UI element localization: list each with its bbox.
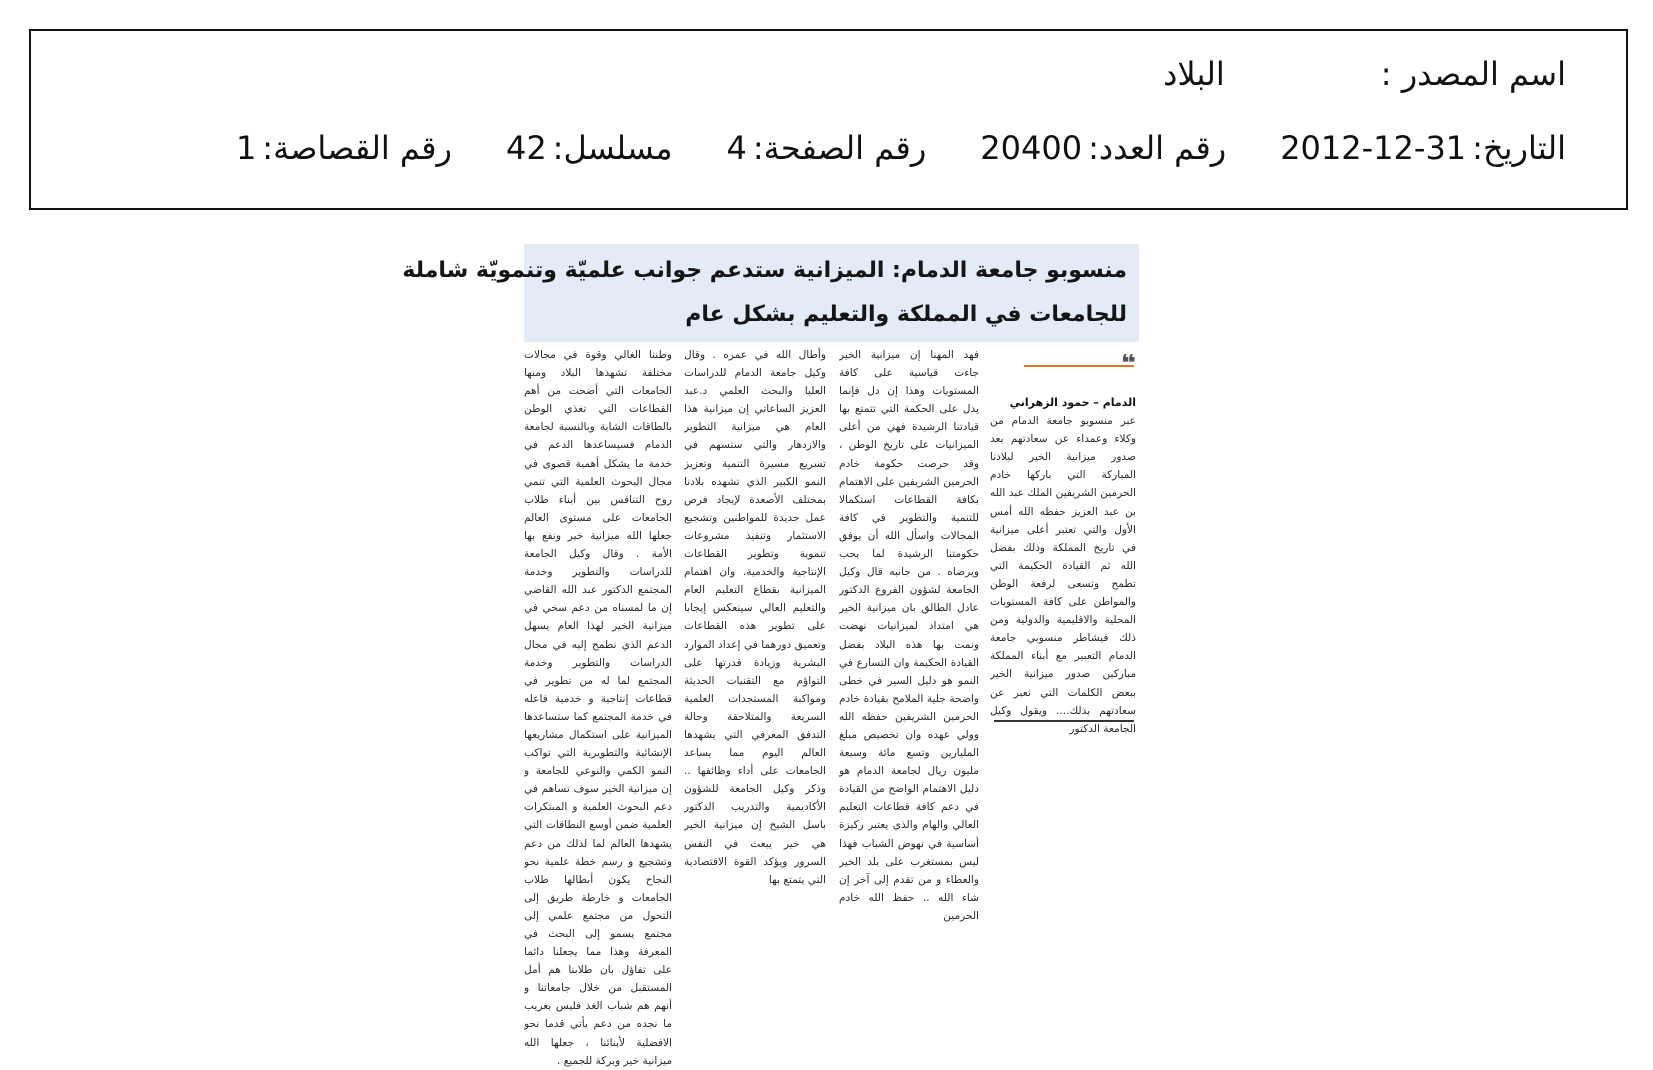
newspaper-clipping — [402, 244, 1139, 1067]
issue-value: 20400 — [980, 129, 1083, 167]
source-label: اسم المصدر : — [1380, 55, 1566, 93]
quote-mark-icon: ❝ — [1120, 354, 1136, 379]
article-column-4 — [524, 346, 672, 1070]
page-value: 4 — [726, 129, 747, 167]
clip-value: 1 — [235, 129, 257, 167]
clip-label: رقم القصاصة: — [262, 129, 452, 167]
column-4-text: وطننا الغالي وقوة في مجالات مختلفة تشهدها البلاد ومنها الجامعات التي أضحت من أهم القطاعات التي تغذي الوطن بالطاقات الشابة وبالنسبة لجامعة الدمام فسيساعدها الدعم في خدمة ما يشكل أهمية قصوى في مجال البحوث العلمية التي تنمي روح التنافس بين أبناء طلاب الجامعات على مستوى العالم جعلها الله ميزانية خير ونفع بها الأمة . وقال وكيل الجامعة للدراسات والتطوير وخدمة المجتمع الدكتور عبد الله القاضي إن ما لمسناه من دعم سخي في ميزانية الخير لهذا العام يسهل الدعم الذي نطمح إليه في مجال الدراسات والتطوير وخدمة المجتمع لما له من تطوير في قطاعات إنتاجية و خدمية فاعله في خدمة المجتمع كما ستساعدها الميزانية على استكمال مشاريعها الإنشائية والتطويرية التي تواكب النمو الكمي والنوعي للجامعة و إن ميزانية الخير سوف تساهم في دعم البحوث العلمية و المبتكرات العلمية ضمن أوسع النطاقات التي يشهدها العالم لما لذلك من دعم وتشجيع و رسم خطة علمية نحو النجاح يكون أبطالها طلاب الجامعات و خارطة طريق إلى التحول من مجتمع علمي إلى مجتمع يسمو إلى البحث في المعرفة وهذا مما يجعلنا دائما على تفاؤل بان طلابنا هم أمل المستقبل من خلال جامعاتنا و أنهم هم شباب الغد فليس بغريب ما نجده من دعم يأتي قدما نحو الافضلية لأبنائنا ، جعلها الله ميزانية خير وبركة للجميع . — [524, 349, 672, 1067]
serial-value: 42 — [505, 129, 547, 167]
date-label: التاريخ: — [1472, 129, 1566, 167]
date-value: 2012-12-31 — [1280, 129, 1467, 167]
page-label: رقم الصفحة: — [752, 129, 927, 167]
column-1-text: عبر منسوبو جامعة الدمام من وكلاء وعمداء عن سعادتهم بعد صدور ميزانية الخير لبلادنا المباركة التي باركها خادم الحرمين الشريفين الملك عبد الله بن عبد العزيز حفظه الله أمس الأول والتي تعتبر أعلى ميزانية في تاريخ المملكة وذلك بفضل الله ثم القيادة الحكيمة التي تطمح وتسعى لرفعة الوطن والمواطن على كافة المستويات المحلية والاقليمية والدولية ومن ذلك فيشاطر منسوبي جامعة الدمام التعبير مع أبناء المملكة مباركين صدور ميزانية الخير ببعض الكلمات التي تعبر عن سعادتهم بذلك.... ويقول وكيل الجامعة الدكتور — [990, 415, 1136, 735]
article-column-1 — [990, 354, 1136, 738]
headline-line-2: للجامعات في المملكة والتعليم بشكل عام — [685, 302, 1127, 327]
byline: الدمام – حمود الزهراني — [1009, 396, 1136, 409]
headline-box — [402, 244, 1139, 342]
column-2-text: فهد المهنا إن ميزانية الخير جاءت قياسية على كافة المستويات وهذا إن دل فإنما يدل على الحكمة التي تتمتع بها قيادتنا الرشيدة فهي من أعلى الميزانيات على تاريخ الوطن ، وقد حرصت حكومة خادم الحرمين الشريفين على الاهتمام بكافة القطاعات استكمالا للتنمية والتطوير في كافة المجالات واسأل الله أن يوفق حكومتنا الرشيدة لما يحب ويرضاه . من جانبه قال وكيل الجامعة لشؤون الفروع الدكتور عادل الطالق بان ميزانية الخير هي امتداد لميزانيات نهضت ونمت بها هذه البلاد بفضل القيادة الحكيمة وان التسارع في النمو هو دليل السير في خطى واضحة جلية الملامح بقيادة خادم الحرمين الشريفين حفظه الله وولي عهده وان تخصيص مبلغ المليارين وتسع مائة وسبعة مليون ريال لجامعة الدمام هو دليل الاهتمام الواضح من القيادة في دعم كافة قطاعات التعليم العالي والهام والذي يعتبر ركيزة أساسية في نهوض الشباب فهذا ليس بمستغرب على بلد الخير والعطاء و من تقدم إلى آخر إن شاء الله .. حفظ الله خادم الحرمين — [839, 349, 979, 922]
article-column-2 — [839, 346, 979, 925]
headline-line-1: منسوبو جامعة الدمام: الميزانية ستدعم جوانب علميّة وتنمويّة شاملة — [402, 258, 1127, 283]
source-row — [1163, 55, 1566, 93]
source-info-box — [29, 29, 1628, 210]
issue-label: رقم العدد: — [1088, 129, 1227, 167]
column-end-divider — [994, 720, 1134, 722]
details-row — [236, 129, 1566, 167]
column-3-text: وأطال الله في عمره . وقال وكيل جامعة الدمام للدراسات العليا والبحث العلمي د.عبد العزيز الساعاتي إن ميزانية هذا العام هي ميزانية التطوير والازدهار والتي ستسهم في تسريع مسيرة التنمية وتعزيز النمو الكبير الذي تشهده بلادنا بمختلف الأصعدة لإيجاد فرص عمل جديدة للمواطنين وتشجيع الاستثمار وتنفيذ مشروعات تنموية وتطوير القطاعات الإنتاجية والخدمية. وان اهتمام الميزانية بقطاع التعليم العام والتعليم العالي سينعكس إيجابا على تطوير هذه القطاعات وتعميق دورهما في إعداد الموارد البشرية وزيادة قدرتها على التواؤم مع التقنيات الحديثة ومواكبة المستجدات العلمية السريعة والمتلاحقة وحالة التدفق المعرفي التي يشهدها العالم اليوم مما يساعد الجامعات على أداء وظائفها .. وذكر وكيل الجامعة للشؤون الأكاديمية والتدريب الدكتور باسل الشيخ إن ميزانية الخير هي خير يبعث في النفس السرور ويؤكد القوة الاقتصادية التي يتمتع بها — [684, 349, 826, 886]
source-value: البلاد — [1163, 55, 1225, 93]
serial-label: مسلسل: — [552, 129, 673, 167]
article-column-3 — [684, 346, 826, 889]
